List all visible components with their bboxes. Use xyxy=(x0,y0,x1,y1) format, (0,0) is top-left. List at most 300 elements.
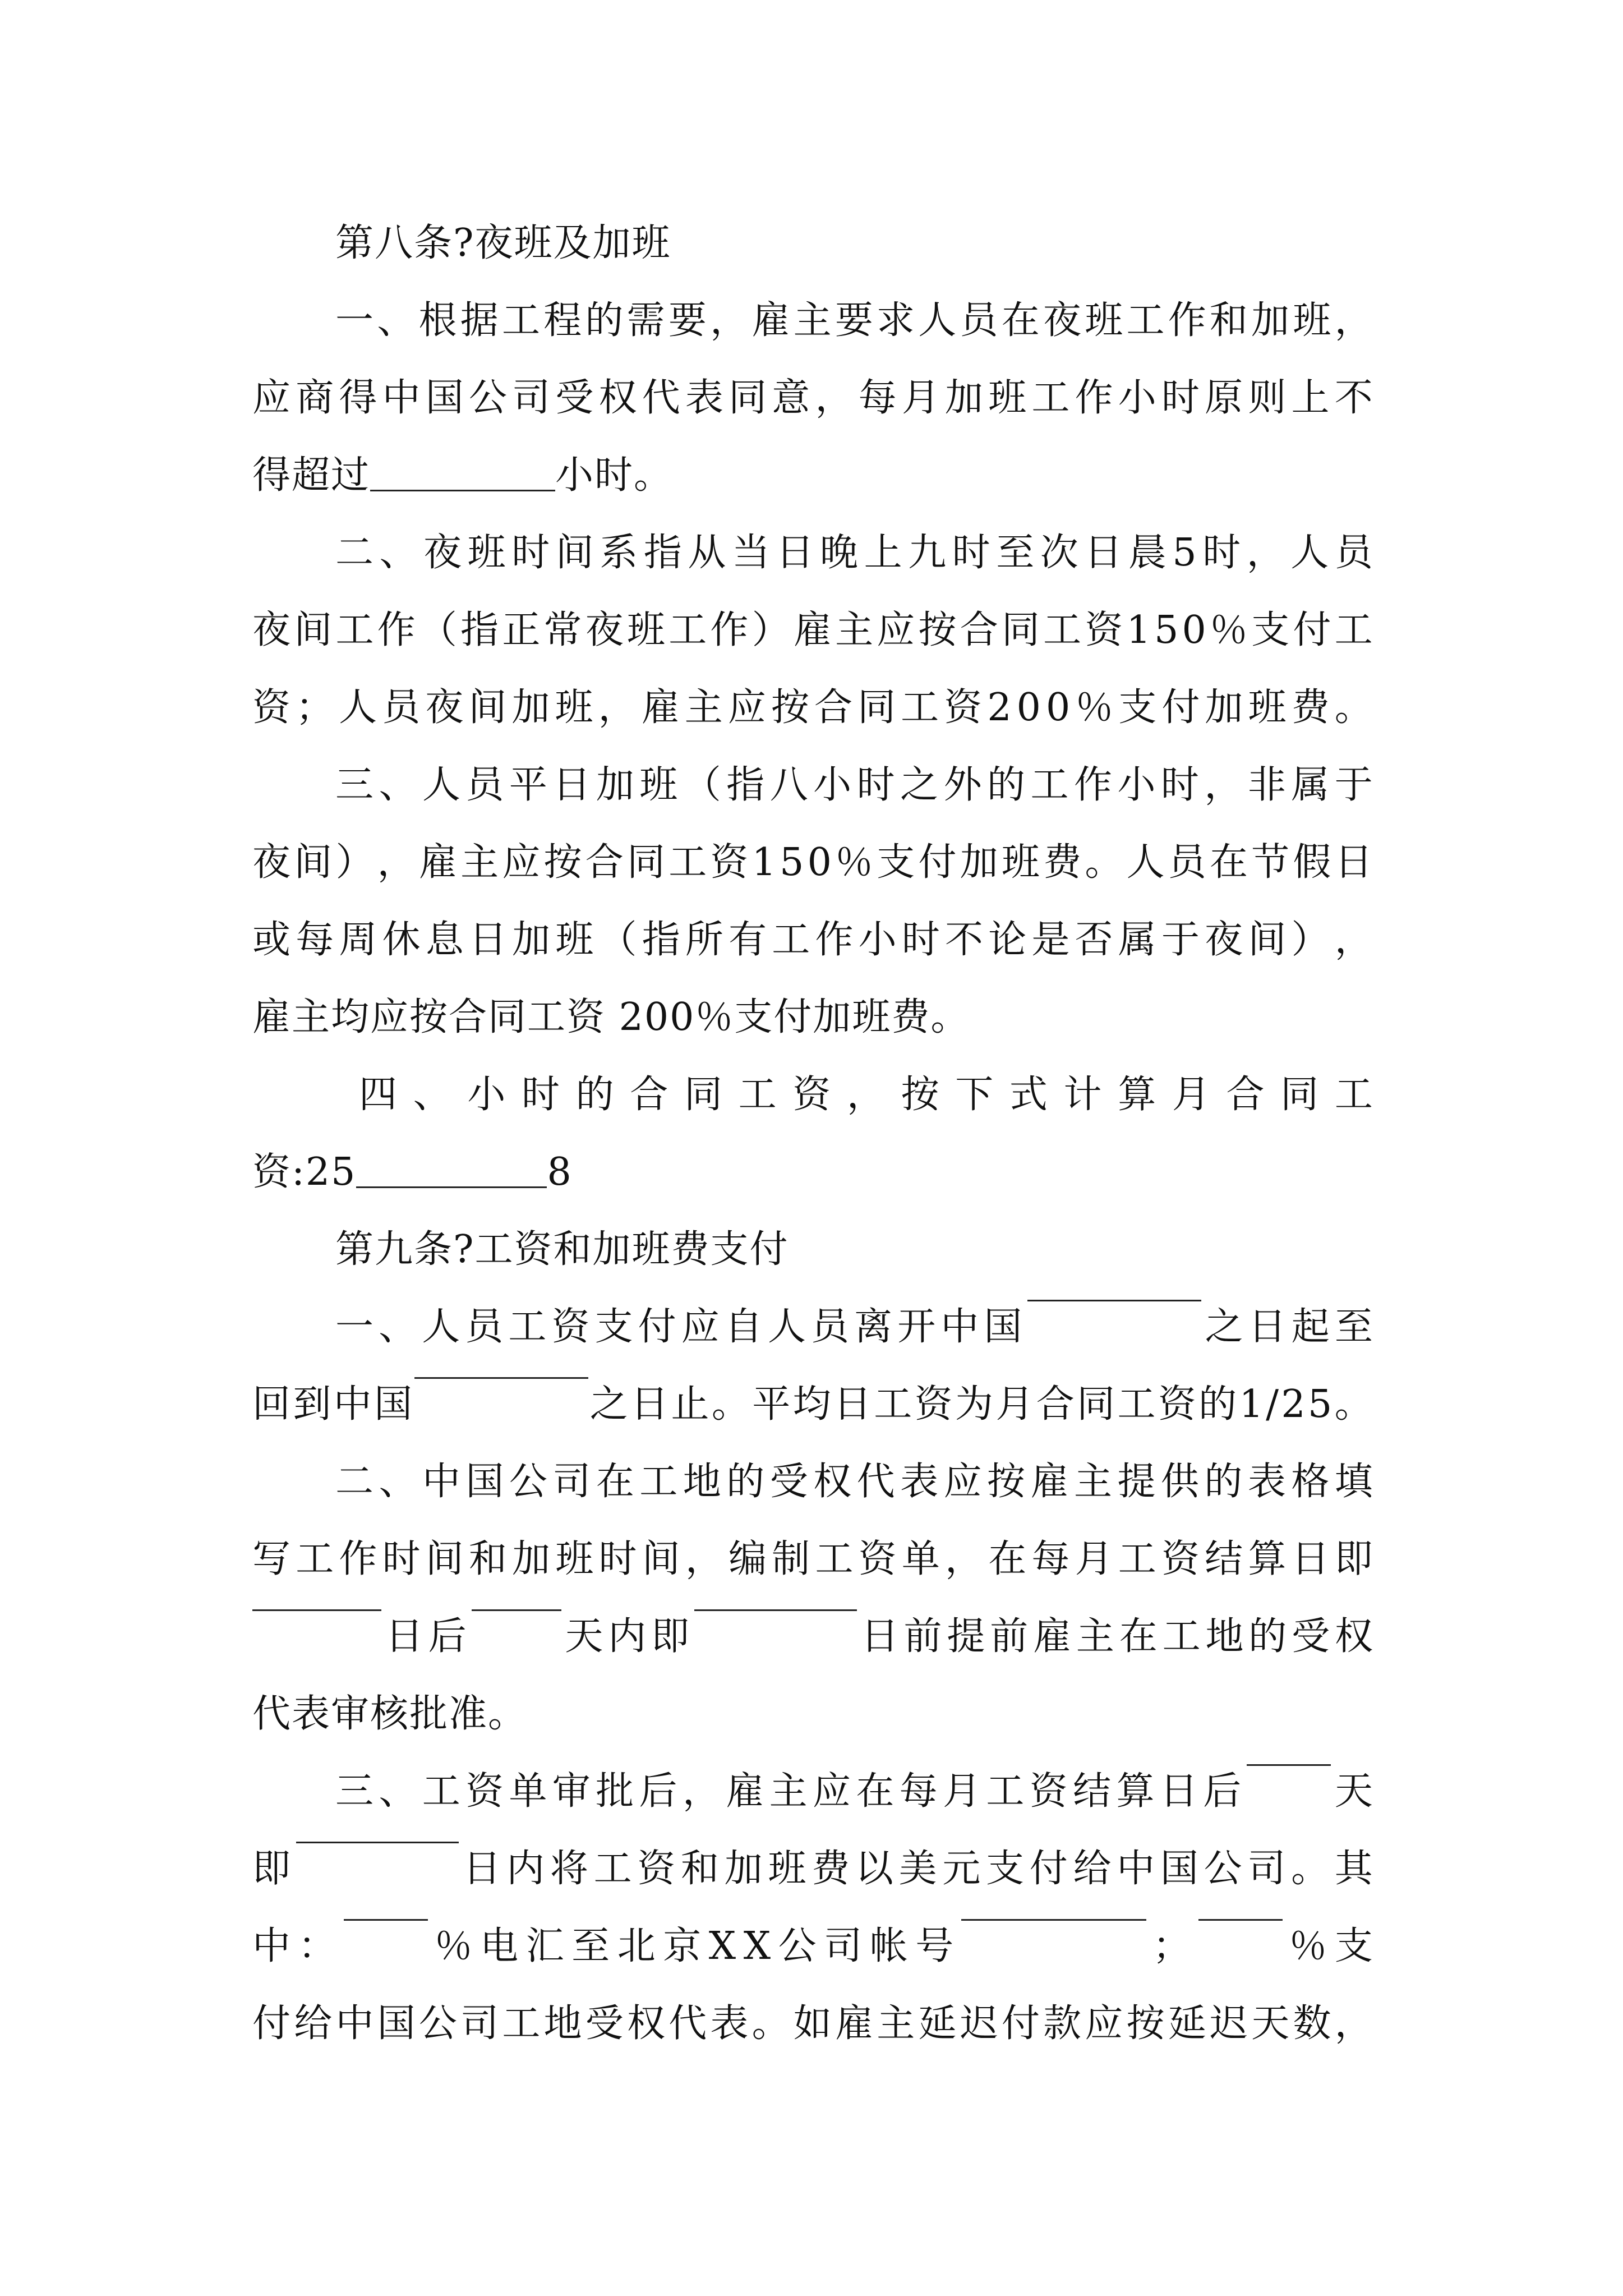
fill-in-blank xyxy=(252,1609,381,1611)
glyph: ， xyxy=(598,685,638,730)
glyph: 班 xyxy=(639,763,679,807)
glyph: 资 xyxy=(551,1305,591,1349)
glyph: 内 xyxy=(608,1614,648,1659)
glyph: 月 xyxy=(995,1382,1035,1427)
glyph: 司 xyxy=(460,2001,500,2046)
glyph: 元 xyxy=(942,1847,982,1891)
glyph: 电 xyxy=(480,1924,520,1968)
glyph: 算 xyxy=(1116,1769,1156,1814)
glyph: 天 xyxy=(1334,1769,1374,1814)
glyph: 受 xyxy=(769,1460,809,1504)
glyph: 班 xyxy=(555,1537,595,1581)
glyph: 开 xyxy=(897,1305,937,1349)
glyph: 工 xyxy=(422,1769,462,1814)
glyph: 资 xyxy=(1085,608,1124,652)
glyph: 权 xyxy=(813,1460,853,1504)
glyph: 国 xyxy=(425,376,465,420)
glyph: 非 xyxy=(1247,763,1287,807)
glyph: 合 xyxy=(814,685,854,730)
glyph: 同 xyxy=(1280,1073,1320,1117)
glyph: 日 xyxy=(1334,840,1374,885)
glyph: 主 xyxy=(835,608,875,652)
glyph: 加 xyxy=(596,763,635,807)
glyph: 延 xyxy=(918,2001,958,2046)
glyph: 人 xyxy=(422,763,462,807)
glyph: 时 xyxy=(1202,531,1242,575)
glyph: 主 xyxy=(769,1769,809,1814)
glyph: 迟 xyxy=(960,2001,999,2046)
glyph: 工 xyxy=(1334,1073,1374,1117)
glyph: 2 xyxy=(987,685,1013,730)
glyph: 小 xyxy=(1118,376,1158,420)
glyph: ； xyxy=(296,685,335,730)
glyph: 0 xyxy=(1045,685,1072,730)
text-run: 第八条?夜班及加班 xyxy=(335,221,671,265)
glyph: ， xyxy=(682,1769,722,1814)
glyph: 日 xyxy=(776,531,815,575)
glyph: 付 xyxy=(638,1305,677,1349)
glyph: 合 xyxy=(1226,1073,1266,1117)
glyph: 当 xyxy=(731,531,771,575)
glyph: 系 xyxy=(600,531,639,575)
glyph: 工 xyxy=(901,685,940,730)
glyph: 和 xyxy=(681,1847,721,1891)
glyph: 假 xyxy=(1293,840,1332,885)
glyph: 四 xyxy=(359,1073,399,1117)
glyph: 按 xyxy=(987,1460,1027,1504)
glyph: X xyxy=(743,1924,772,1968)
glyph: 合 xyxy=(630,1073,670,1117)
glyph: 工 xyxy=(501,298,541,343)
glyph: 中 xyxy=(940,1305,980,1349)
paragraph-line xyxy=(359,1067,1374,1123)
fill-in-blank xyxy=(1027,1299,1201,1301)
glyph: 工 xyxy=(1334,608,1374,652)
glyph: 天 xyxy=(565,1614,605,1659)
glyph: 同 xyxy=(684,1073,723,1117)
glyph: 指 xyxy=(643,531,683,575)
glyph: 资 xyxy=(1161,1537,1201,1581)
glyph: 应 xyxy=(681,1305,721,1349)
glyph: 付 xyxy=(1029,1847,1069,1891)
glyph: 小 xyxy=(1117,763,1157,807)
glyph: 资 xyxy=(252,685,292,730)
glyph: 外 xyxy=(943,763,983,807)
glyph: 日 xyxy=(1248,1305,1288,1349)
glyph: 费 xyxy=(1043,840,1083,885)
glyph: 按 xyxy=(918,608,958,652)
paragraph-line xyxy=(252,602,1374,659)
glyph: 权 xyxy=(598,376,638,420)
glyph: 雇 xyxy=(793,608,833,652)
glyph: 工 xyxy=(502,2001,542,2046)
glyph: 表 xyxy=(685,376,725,420)
glyph: 5 xyxy=(1154,608,1180,652)
glyph: 上 xyxy=(864,531,903,575)
glyph: 雇 xyxy=(641,685,681,730)
glyph: 时 xyxy=(856,763,896,807)
glyph: 班 xyxy=(1001,840,1041,885)
glyph: 间 xyxy=(468,685,508,730)
glyph: 工 xyxy=(1043,608,1083,652)
glyph: 受 xyxy=(585,2001,625,2046)
glyph: 付 xyxy=(1001,2001,1041,2046)
glyph: 资 xyxy=(465,1769,505,1814)
glyph: 每 xyxy=(899,1769,939,1814)
glyph: 间 xyxy=(294,608,334,652)
glyph: 。 xyxy=(1085,840,1124,885)
glyph: 的 xyxy=(726,1460,766,1504)
glyph: X xyxy=(708,1924,737,1968)
glyph: 费 xyxy=(811,1847,851,1891)
glyph: 人 xyxy=(1290,531,1330,575)
glyph: 和 xyxy=(468,1537,508,1581)
glyph: 前 xyxy=(903,1614,943,1659)
glyph: 人 xyxy=(339,685,379,730)
glyph: 工 xyxy=(508,1305,548,1349)
glyph: 在 xyxy=(1119,1614,1159,1659)
glyph: 工 xyxy=(738,1073,778,1117)
paragraph-line xyxy=(252,1609,1374,1665)
glyph: ， xyxy=(1334,298,1374,343)
paragraph-line xyxy=(335,1454,1374,1510)
glyph: 雇 xyxy=(1030,1460,1070,1504)
glyph: 不 xyxy=(1334,376,1374,420)
glyph: 加 xyxy=(960,840,999,885)
glyph: 表 xyxy=(1247,1460,1287,1504)
glyph: 周 xyxy=(339,918,379,962)
glyph: 工 xyxy=(986,1769,1026,1814)
glyph: 前 xyxy=(990,1614,1030,1659)
glyph: 其 xyxy=(1334,1847,1374,1891)
glyph: 资 xyxy=(710,840,750,885)
glyph: 间 xyxy=(555,531,595,575)
glyph: 按 xyxy=(771,685,810,730)
glyph: 按 xyxy=(1126,2001,1166,2046)
glyph: 夜 xyxy=(425,685,465,730)
glyph: 5 xyxy=(780,840,805,885)
glyph: 班 xyxy=(1085,298,1124,343)
glyph: 作 xyxy=(1073,763,1113,807)
fill-in-blank xyxy=(344,1918,428,1921)
glyph: 单 xyxy=(509,1769,548,1814)
glyph: 日 xyxy=(833,1382,873,1427)
glyph: 上 xyxy=(1291,376,1331,420)
glyph: 夜 xyxy=(252,608,292,652)
glyph: 人 xyxy=(422,1305,462,1349)
glyph: 日 xyxy=(1159,1769,1199,1814)
glyph: 应 xyxy=(252,376,292,420)
glyph: ， xyxy=(1334,918,1374,962)
glyph: 工 xyxy=(874,1382,914,1427)
glyph: 指 xyxy=(642,918,681,962)
glyph: 资 xyxy=(858,1537,898,1581)
glyph: 受 xyxy=(1292,1614,1331,1659)
glyph: 班 xyxy=(1293,298,1332,343)
glyph: 工 xyxy=(668,840,708,885)
glyph: 常 xyxy=(543,608,583,652)
glyph: 同 xyxy=(857,685,897,730)
glyph: 正 xyxy=(502,608,542,652)
glyph: 付 xyxy=(918,840,958,885)
glyph: ： xyxy=(298,1924,338,1968)
paragraph-line xyxy=(252,1918,1374,1975)
glyph: 国 xyxy=(984,1305,1023,1349)
glyph: 指 xyxy=(726,763,766,807)
glyph: 工 xyxy=(1162,1614,1202,1659)
glyph: ， xyxy=(710,298,750,343)
glyph: 代 xyxy=(856,1460,896,1504)
glyph: 即 xyxy=(1334,1537,1374,1581)
glyph: 一 xyxy=(335,1305,375,1349)
glyph: 班 xyxy=(555,918,595,962)
glyph: 同 xyxy=(626,840,666,885)
glyph: 迟 xyxy=(1210,2001,1249,2046)
glyph: 原 xyxy=(1205,376,1244,420)
glyph: 员 xyxy=(811,1305,851,1349)
glyph: 和 xyxy=(1209,298,1249,343)
glyph: 、 xyxy=(379,1305,418,1349)
glyph: 应 xyxy=(812,1769,852,1814)
paragraph-line xyxy=(252,370,1374,426)
paragraph-line xyxy=(252,1686,527,1742)
glyph: 帐 xyxy=(869,1924,909,1968)
glyph: 在 xyxy=(856,1769,896,1814)
glyph: 作 xyxy=(710,608,750,652)
glyph: 0 xyxy=(807,840,833,885)
paragraph-line xyxy=(252,912,1374,968)
glyph: 应 xyxy=(1085,2001,1124,2046)
glyph: 时 xyxy=(1160,763,1200,807)
glyph: 二 xyxy=(335,1460,375,1504)
glyph: 属 xyxy=(1118,918,1158,962)
text-run: 第九条?工资和加班费支付 xyxy=(335,1227,789,1272)
glyph: 地 xyxy=(683,1460,722,1504)
glyph: 的 xyxy=(575,1073,615,1117)
glyph: 计 xyxy=(1063,1073,1103,1117)
glyph: 内 xyxy=(506,1847,546,1891)
glyph: 日 xyxy=(1291,1537,1331,1581)
glyph: 工 xyxy=(668,608,708,652)
glyph: 支 xyxy=(877,840,916,885)
glyph: 5 xyxy=(1308,1382,1334,1427)
glyph: 地 xyxy=(543,2001,583,2046)
glyph: 员 xyxy=(465,763,505,807)
glyph: 工 xyxy=(639,1460,679,1504)
glyph: 八 xyxy=(769,763,809,807)
glyph: 每 xyxy=(858,376,898,420)
fill-in-blank xyxy=(472,1609,561,1611)
glyph: 按 xyxy=(543,840,583,885)
paragraph-line xyxy=(252,1841,1374,1897)
glyph: 于 xyxy=(1161,918,1201,962)
glyph: 间 xyxy=(425,1537,465,1581)
text-run: 小时。 xyxy=(555,453,674,498)
glyph: 有 xyxy=(728,918,768,962)
paragraph-line xyxy=(252,680,1374,736)
glyph: 给 xyxy=(294,2001,334,2046)
glyph: 合 xyxy=(960,608,999,652)
glyph: 夜 xyxy=(1043,298,1082,343)
glyph: 时 xyxy=(1161,376,1201,420)
glyph: 应 xyxy=(943,1460,983,1504)
glyph: 人 xyxy=(767,1305,807,1349)
glyph: 填 xyxy=(1334,1460,1374,1504)
glyph: 小 xyxy=(813,763,853,807)
glyph: 日 xyxy=(463,1847,502,1891)
glyph: 夜 xyxy=(585,608,625,652)
glyph: 班 xyxy=(1248,685,1288,730)
glyph: ， xyxy=(1334,2001,1374,2046)
paragraph-line xyxy=(252,835,1374,891)
glyph: 员 xyxy=(1168,840,1207,885)
glyph: 时 xyxy=(511,531,551,575)
glyph: 均 xyxy=(792,1382,832,1427)
glyph: 后 xyxy=(428,1614,468,1659)
glyph: 公 xyxy=(509,1460,548,1504)
text-run: 资:25 xyxy=(252,1150,357,1194)
glyph: 资 xyxy=(914,1382,954,1427)
glyph: 工 xyxy=(335,608,375,652)
glyph: 同 xyxy=(1077,1382,1117,1427)
glyph: 意 xyxy=(772,376,811,420)
glyph: 0 xyxy=(1016,685,1042,730)
glyph: 间 xyxy=(294,840,334,885)
glyph: 将 xyxy=(550,1847,589,1891)
glyph: ％ xyxy=(434,1924,474,1968)
glyph: 格 xyxy=(1291,1460,1331,1504)
glyph: 加 xyxy=(724,1847,764,1891)
glyph: 从 xyxy=(688,531,727,575)
glyph: 加 xyxy=(512,918,552,962)
glyph: 要 xyxy=(834,298,874,343)
glyph: 回 xyxy=(252,1382,292,1427)
glyph: 供 xyxy=(1160,1460,1200,1504)
article-8-heading xyxy=(335,215,671,272)
glyph: 作 xyxy=(815,918,855,962)
glyph: 给 xyxy=(1073,1847,1113,1891)
glyph: 中 xyxy=(333,1382,373,1427)
glyph: 代 xyxy=(668,2001,708,2046)
glyph: 。 xyxy=(1334,685,1374,730)
glyph: 作 xyxy=(339,1537,379,1581)
glyph: 支 xyxy=(1118,685,1158,730)
glyph: 合 xyxy=(585,840,625,885)
glyph: 班 xyxy=(626,608,666,652)
glyph: ％ xyxy=(835,840,875,885)
glyph: 支 xyxy=(986,1847,1026,1891)
glyph: / xyxy=(1266,1382,1280,1427)
paragraph-line xyxy=(252,448,673,504)
article-9-heading xyxy=(335,1222,789,1278)
glyph: （ xyxy=(418,608,458,652)
glyph: 工 xyxy=(1117,1382,1157,1427)
glyph: 的 xyxy=(585,298,625,343)
glyph: 至 xyxy=(571,1924,611,1968)
glyph: 间 xyxy=(1248,918,1288,962)
glyph: 在 xyxy=(1210,840,1249,885)
glyph: 1 xyxy=(751,840,777,885)
glyph: 、 xyxy=(413,1073,453,1117)
glyph: 于 xyxy=(1334,763,1374,807)
glyph: 雇 xyxy=(1033,1614,1073,1659)
glyph: 雇 xyxy=(726,1769,766,1814)
glyph: 在 xyxy=(988,1537,1028,1581)
glyph: 到 xyxy=(293,1382,333,1427)
glyph: ％ xyxy=(1289,1924,1329,1968)
glyph: 主 xyxy=(1073,1460,1113,1504)
glyph: 写 xyxy=(252,1537,292,1581)
glyph: 自 xyxy=(724,1305,764,1349)
glyph: 司 xyxy=(552,1460,592,1504)
glyph: 工 xyxy=(296,1537,335,1581)
glyph: 或 xyxy=(252,918,292,962)
glyph: 在 xyxy=(1001,298,1041,343)
glyph: 加 xyxy=(945,376,985,420)
glyph: 员 xyxy=(465,1305,505,1349)
glyph: 一 xyxy=(335,298,375,343)
glyph: 日 xyxy=(552,763,592,807)
glyph: 休 xyxy=(382,918,422,962)
glyph: 以 xyxy=(855,1847,895,1891)
text-run: 代表审核批准。 xyxy=(252,1692,528,1736)
glyph: ， xyxy=(685,1537,725,1581)
fill-in-blank xyxy=(296,1841,459,1843)
glyph: 应 xyxy=(877,608,916,652)
glyph: 同 xyxy=(728,376,768,420)
glyph: 时 xyxy=(952,531,992,575)
glyph: 作 xyxy=(377,608,417,652)
glyph: 提 xyxy=(947,1614,986,1659)
glyph: 加 xyxy=(511,685,551,730)
glyph: 月 xyxy=(943,1769,983,1814)
glyph: 应 xyxy=(502,840,542,885)
glyph: 延 xyxy=(1168,2001,1207,2046)
glyph: 夜 xyxy=(1205,918,1244,962)
glyph: 数 xyxy=(1293,2001,1332,2046)
glyph: 地 xyxy=(1205,1614,1245,1659)
glyph: 班 xyxy=(467,531,507,575)
glyph: 表 xyxy=(710,2001,750,2046)
glyph: 、 xyxy=(379,1460,418,1504)
fill-in-blank xyxy=(1198,1918,1283,1921)
paragraph-line xyxy=(335,293,1374,349)
glyph: 时 xyxy=(598,1537,638,1581)
glyph: 付 xyxy=(1161,685,1201,730)
text-run: 8 xyxy=(547,1150,573,1194)
glyph: 日 xyxy=(630,1382,670,1427)
glyph: 公 xyxy=(778,1924,818,1968)
glyph: ， xyxy=(377,840,417,885)
glyph: 据 xyxy=(460,298,500,343)
glyph: 司 xyxy=(1247,1847,1287,1891)
glyph: 日 xyxy=(385,1614,425,1659)
glyph: 工 xyxy=(815,1537,855,1581)
glyph: 时 xyxy=(521,1073,561,1117)
glyph: 资 xyxy=(792,1073,832,1117)
glyph: 得 xyxy=(339,376,379,420)
glyph: 三 xyxy=(335,1769,375,1814)
glyph: 班 xyxy=(555,685,594,730)
paragraph-line xyxy=(335,525,1374,581)
glyph: 中 xyxy=(335,2001,375,2046)
glyph: 日 xyxy=(1084,531,1124,575)
glyph: 中 xyxy=(1117,1847,1156,1891)
glyph: 主 xyxy=(793,298,833,343)
glyph: 每 xyxy=(1031,1537,1071,1581)
glyph: 员 xyxy=(960,298,999,343)
glyph: 平 xyxy=(509,763,548,807)
